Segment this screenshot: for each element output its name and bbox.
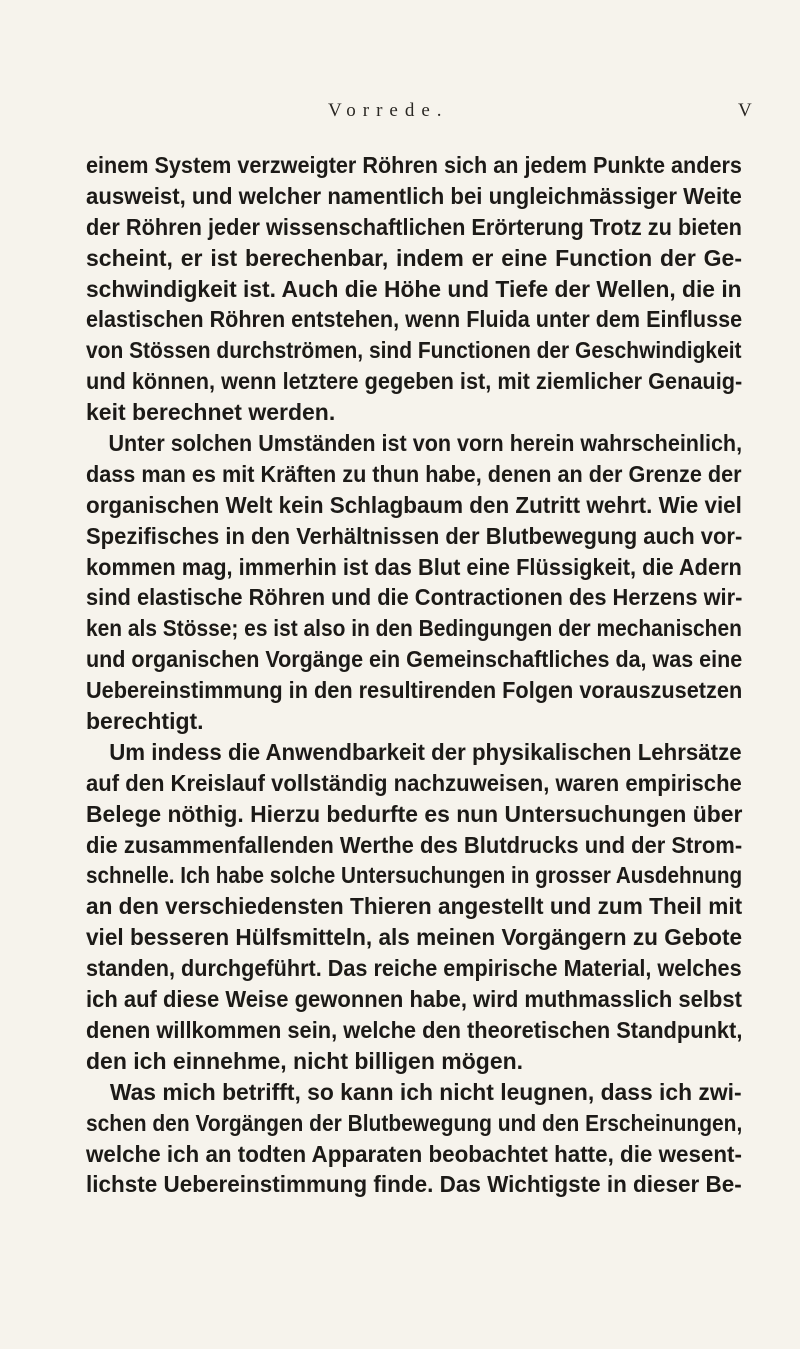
text-line: keit berechnet werden.	[86, 399, 336, 426]
text-line: denen willkommen sein, welche den theoretischen Standpunkt,	[86, 1016, 743, 1043]
text-line: schwindigkeit ist. Auch die Höhe und Tiefe der Wellen, die in	[86, 275, 742, 302]
running-head-title: Vorrede.	[328, 100, 449, 121]
text-line: und organischen Vorgänge ein Gemeinschaftliches da, was eine	[86, 646, 743, 673]
text-line: der Röhren jeder wissenschaftlichen Erörterung Trotz zu bieten	[86, 213, 742, 240]
text-line: schen den Vorgängen der Blutbewegung und den Erscheinungen,	[86, 1109, 743, 1136]
text-line: elastischen Röhren entstehen, wenn Fluida unter dem Einflusse	[86, 306, 743, 333]
text-line: sind elastische Röhren und die Contractionen des Herzens wir-	[86, 584, 743, 611]
text-line: und können, wenn letztere gegeben ist, mit ziemlicher Genauig-	[86, 368, 743, 395]
text-line: standen, durchgeführt. Das reiche empirische Material, welches	[86, 955, 742, 982]
text-line: scheint, er ist berechenbar, indem er eine Function der Ge-	[86, 244, 742, 271]
body-text	[86, 150, 742, 1200]
text-line: Spezifisches in den Verhältnissen der Blutbewegung auch vor-	[86, 522, 743, 549]
text-line: Belege nöthig. Hierzu bedurfte es nun Untersuchungen über	[86, 800, 743, 827]
text-line: organischen Welt kein Schlagbaum den Zutritt wehrt. Wie viel	[86, 491, 742, 518]
text-line: schnelle. Ich habe solche Untersuchungen in grosser Ausdehnung	[86, 862, 743, 889]
text-line: ich auf diese Weise gewonnen habe, wird muthmasslich selbst	[86, 986, 742, 1013]
text-line: ausweist, und welcher namentlich bei ungleichmässiger Weite	[86, 182, 742, 209]
text-line: welche ich an todten Apparaten beobachtet hatte, die wesent-	[86, 1140, 742, 1167]
text-line: auf den Kreislauf vollständig nachzuweisen, waren empirische	[86, 769, 742, 796]
text-line: von Stössen durchströmen, sind Functionen der Geschwindigkeit	[86, 337, 742, 364]
text-line: einem System verzweigter Röhren sich an jedem Punkte anders	[86, 152, 742, 178]
text-line: Was mich betrifft, so kann ich nicht leugnen, dass ich zwi-	[109, 1078, 742, 1105]
text-line: berechtigt.	[86, 708, 204, 735]
text-line: die zusammenfallenden Werthe des Blutdrucks und der Strom-	[86, 831, 743, 858]
text-line: Um indess die Anwendbarkeit der physikalischen Lehrsätze	[109, 738, 742, 765]
text-line: an den verschiedensten Thieren angestellt und zum Theil mit	[86, 893, 743, 920]
running-head	[0, 100, 800, 130]
text-line: Unter solchen Umständen ist von vorn herein wahrscheinlich,	[108, 430, 743, 457]
text-line: Uebereinstimmung in den resultirenden Folgen vorauszusetzen	[86, 677, 743, 704]
text-line: lichste Uebereinstimmung finde. Das Wichtigste in dieser Be-	[86, 1171, 742, 1198]
text-line: kommen mag, immerhin ist das Blut eine Flüssigkeit, die Adern	[86, 553, 742, 580]
text-line: dass man es mit Kräften zu thun habe, denen an der Grenze der	[86, 460, 742, 487]
page-number: V	[738, 100, 752, 121]
text-line: viel besseren Hülfsmitteln, als meinen Vorgängern zu Gebote	[86, 924, 743, 951]
text-line: ken als Stösse; es ist also in den Bedingungen der mechanischen	[86, 615, 742, 642]
text-line: den ich einnehme, nicht billigen mögen.	[86, 1047, 524, 1074]
